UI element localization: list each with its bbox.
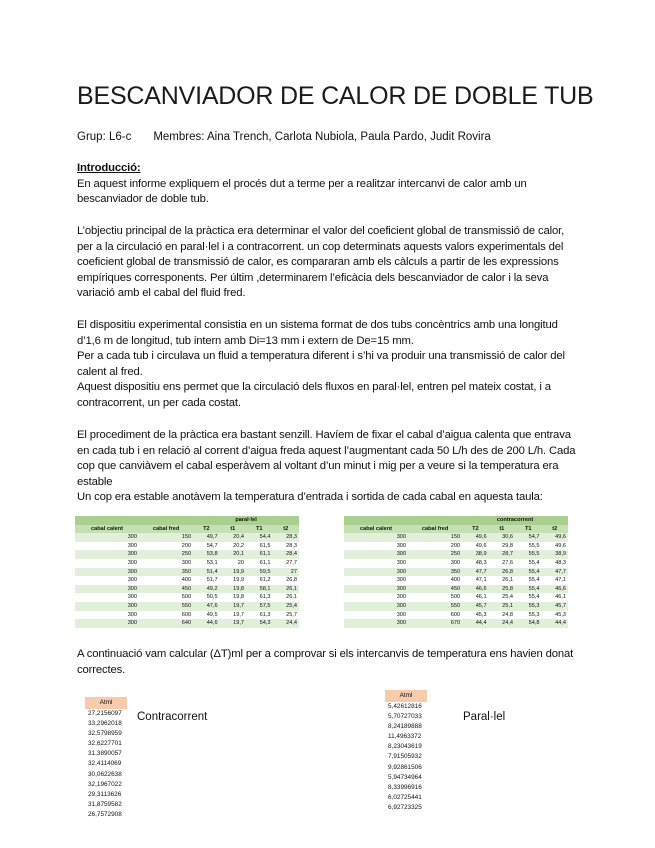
list-item: [85, 800, 127, 810]
table-cell: 450: [408, 585, 462, 594]
table-cell: 45,3: [555, 611, 566, 618]
table-cell: 250: [408, 550, 462, 559]
table-cell: 27: [272, 568, 299, 577]
table-cell: 25,1: [489, 602, 515, 611]
table-cell: 47,7: [541, 568, 568, 577]
atml-value: 7,91505932: [388, 753, 422, 761]
column-header: t2: [541, 525, 568, 534]
table-cell: 48,3: [475, 559, 487, 566]
atml-header: Atml: [385, 690, 427, 702]
paragraph-1: En aquest informe expliquem el procés dut a terme per a realitzar intercanvi de calor amb un bescanviador de doble tub.: [77, 177, 527, 206]
list-item: [385, 763, 427, 773]
table-cell: 300: [450, 559, 461, 566]
table-cell: 300: [344, 602, 408, 611]
list-item: [385, 752, 427, 762]
table-cell: 25,4: [502, 594, 514, 601]
list-item: [85, 709, 127, 719]
atml-value: 9,92861506: [388, 763, 422, 771]
table-row: [75, 568, 299, 577]
table-cell: 300: [127, 594, 138, 601]
table-cell: 550: [139, 602, 193, 611]
column-header: cabal fred: [408, 525, 462, 534]
list-item: [385, 712, 427, 722]
table-cell: 49,5: [206, 611, 218, 618]
list-item: [385, 803, 427, 813]
atml-value: 5,94734964: [388, 773, 422, 781]
table-cell: 47,1: [475, 577, 487, 584]
table-cell: 500: [450, 594, 461, 601]
table-cell: 24,4: [489, 619, 515, 628]
table-cell: 28,4: [272, 550, 299, 559]
column-header: cabal fred: [139, 525, 193, 534]
table-row: [75, 533, 299, 542]
paragraph-6: El procediment de la pràctica era bastant senzill. Havíem de fixar el cabal d’aigua calenta que entrava en cada tub i en relació al corrent d’aigua freda aquest l’augmentant cada 50 L/h des de 200 L/h. Cada cop que canviàvem el cabal esperàvem al voltant d’un minut i mig per a veure si la temperatura era estable: [77, 429, 576, 488]
table-cell: 300: [181, 559, 192, 566]
table-cell: 54,7: [515, 533, 541, 542]
atml-value: 5,70727033: [388, 713, 422, 721]
table-cell: 26,1: [286, 594, 297, 601]
table-cell: 61,3: [259, 594, 271, 601]
table-cell: 49,2: [193, 585, 219, 594]
table-cell: 28,7: [489, 550, 515, 559]
table-spacer: [75, 516, 139, 525]
table-cell: 20,1: [220, 550, 246, 559]
paragraph-5: Aquest dispositiu ens permet que la circulació dels fluxos en paral·lel, entren pel mateix costat, i a contracorrent, un per cada costat.: [77, 381, 551, 409]
table-cell: 54,4: [246, 533, 272, 542]
parallel-table: [75, 516, 299, 628]
table-cell: 600: [181, 611, 192, 618]
table-cell: 59,5: [246, 568, 272, 577]
list-item: [85, 759, 127, 769]
atml-value: 11,4963372: [388, 733, 422, 741]
list-item: [385, 702, 427, 712]
table-cell: 300: [396, 611, 407, 618]
column-header: T1: [246, 525, 272, 534]
atml-value: 32,6227701: [88, 740, 122, 748]
atml-value: 33,2962018: [88, 720, 122, 728]
table-cell: 30,6: [489, 533, 515, 542]
table-cell: 300: [344, 533, 408, 542]
list-item: [85, 729, 127, 739]
table-row: [344, 568, 568, 577]
table-cell: 300: [396, 542, 407, 549]
paragraph-7: Un cop era estable anotàvem la temperatura d’entrada i sortida de cada cabal en aquesta taula:: [77, 491, 543, 504]
list-item: [385, 742, 427, 752]
atml-value: 8,23043619: [388, 743, 422, 751]
table-cell: 19,7: [233, 611, 245, 618]
table-row: [75, 593, 299, 602]
table-cell: 61,3: [259, 611, 271, 618]
table-cell: 150: [408, 533, 462, 542]
list-item: [85, 770, 127, 780]
table-cell: 250: [139, 550, 193, 559]
list-item: [85, 749, 127, 759]
table-cell: 26,1: [272, 585, 299, 594]
table-cell: 150: [139, 533, 193, 542]
list-item: [385, 732, 427, 742]
table-cell: 300: [75, 585, 139, 594]
objective-section: [77, 224, 582, 302]
table-row: [75, 576, 299, 585]
table-cell: 61,1: [246, 550, 272, 559]
table-cell: 29,8: [502, 542, 514, 549]
table-row: [75, 559, 299, 568]
table-cell: 54,8: [515, 619, 541, 628]
table-group-label: contracorrent: [462, 516, 568, 525]
table-row: [344, 542, 568, 551]
atml-value: 26,7572908: [88, 810, 122, 818]
table-cell: 500: [181, 594, 192, 601]
table-cell: 27,7: [286, 559, 297, 566]
parallel-label: Paral·lel: [463, 711, 506, 723]
atml-value: 31,3890057: [88, 750, 122, 758]
table-row: [344, 550, 568, 559]
table-cell: 44,4: [462, 619, 488, 628]
column-header: T2: [193, 525, 219, 534]
list-item: [85, 780, 127, 790]
table-cell: 19,8: [233, 594, 245, 601]
atml-value: 29,3113626: [88, 790, 122, 798]
column-header: T2: [462, 525, 488, 534]
table-row: [75, 542, 299, 551]
table-cell: 400: [450, 577, 461, 584]
table-cell: 55,5: [528, 542, 540, 549]
table-cell: 20,4: [220, 533, 246, 542]
table-spacer: [408, 516, 462, 525]
table-row: [75, 550, 299, 559]
table-row: [75, 585, 299, 594]
table-cell: 200: [181, 542, 192, 549]
table-cell: 49,6: [475, 542, 487, 549]
list-item: [85, 719, 127, 729]
atml-value: 8,24189888: [388, 723, 422, 731]
table-cell: 54,3: [246, 619, 272, 628]
atml-value: 31,8759582: [88, 800, 122, 808]
table-cell: 19,9: [233, 577, 245, 584]
table-cell: 300: [344, 619, 408, 628]
table-row: [75, 602, 299, 611]
table-cell: 46,1: [555, 594, 566, 601]
table-cell: 45,7: [541, 602, 568, 611]
list-item: [385, 773, 427, 783]
table-cell: 600: [450, 611, 461, 618]
intro-section: [77, 161, 582, 208]
atml-value: 32,5798959: [88, 730, 122, 738]
table-cell: 55,5: [515, 550, 541, 559]
members-label: Membres: Aina Trench, Carlota Nubiola, Paula Pardo, Judit Rovira: [153, 131, 491, 143]
table-cell: 20,2: [233, 542, 245, 549]
table-cell: 20: [237, 559, 245, 566]
table-cell: 300: [127, 577, 138, 584]
table-row: [344, 593, 568, 602]
table-cell: 51,7: [206, 577, 218, 584]
table-cell: 640: [139, 619, 193, 628]
group-label: Grup: L6-c: [77, 131, 132, 143]
table-cell: 300: [127, 542, 138, 549]
table-group-label: paral·lel: [193, 516, 299, 525]
table-cell: 26,8: [489, 568, 515, 577]
table-cell: 61,5: [259, 542, 271, 549]
table-cell: 27,6: [502, 559, 514, 566]
table-cell: 300: [75, 533, 139, 542]
table-cell: 25,4: [272, 602, 299, 611]
table-cell: 49,6: [555, 542, 566, 549]
list-item: [385, 793, 427, 803]
counter-table: [344, 516, 568, 628]
atml-value: 6,92723325: [388, 803, 422, 811]
table-cell: 25,8: [489, 585, 515, 594]
table-cell: 55,3: [528, 611, 540, 618]
column-header: cabal calent: [344, 525, 408, 534]
table-row: [75, 611, 299, 620]
table-cell: 49,7: [193, 533, 219, 542]
table-cell: 19,8: [220, 585, 246, 594]
list-item: [85, 810, 127, 820]
table-spacer: [139, 516, 193, 525]
atml-value: 8,33996916: [388, 783, 422, 791]
table-cell: 61,2: [259, 577, 271, 584]
table-cell: 53,1: [206, 559, 218, 566]
table-cell: 200: [450, 542, 461, 549]
atml-header: Atml: [85, 697, 127, 709]
table-cell: 300: [127, 559, 138, 566]
table-cell: 350: [139, 568, 193, 577]
table-cell: 53,8: [193, 550, 219, 559]
paragraph-3: El dispositiu experimental consistia en un sistema format de dos tubs concèntrics amb una longitud d’1,6 m de longitud, tub intern amb Di=13 mm i extern de De=15 mm.: [77, 319, 558, 347]
table-cell: 45,3: [475, 611, 487, 618]
table-cell: 24,4: [272, 619, 299, 628]
atml-value: 30,0622638: [88, 770, 122, 778]
page-title: BESCANVIADOR DE CALOR DE DOBLE TUB: [77, 82, 594, 110]
table-cell: 55,4: [528, 594, 540, 601]
table-cell: 44,4: [541, 619, 568, 628]
table-cell: 55,4: [528, 559, 540, 566]
table-cell: 49,6: [462, 533, 488, 542]
table-row: [344, 585, 568, 594]
list-item: [85, 739, 127, 749]
table-cell: 300: [344, 550, 408, 559]
table-cell: 55,3: [515, 602, 541, 611]
table-cell: 57,5: [246, 602, 272, 611]
table-cell: 350: [408, 568, 462, 577]
table-cell: 300: [344, 568, 408, 577]
paragraph-8: A continuació vam calcular (ΔT)ml per a comprovar si els intercanvis de temperatura ens havien donat correctes.: [77, 648, 574, 676]
atml-value: 27,2156097: [88, 710, 122, 717]
table-cell: 450: [139, 585, 193, 594]
table-cell: 55,4: [528, 577, 540, 584]
table-cell: 46,6: [462, 585, 488, 594]
table-row: [344, 611, 568, 620]
table-cell: 50,5: [206, 594, 218, 601]
table-row: [344, 602, 568, 611]
column-header: t1: [220, 525, 246, 534]
atml-parallel-table: [385, 690, 427, 813]
device-section: [77, 318, 582, 412]
table-cell: 19,9: [220, 568, 246, 577]
table-cell: 48,3: [555, 559, 566, 566]
table-cell: 300: [75, 568, 139, 577]
atml-contracorrent-table: [85, 697, 127, 820]
atml-value: 32,4114069: [88, 760, 122, 768]
table-cell: 46,6: [541, 585, 568, 594]
table-cell: 19,7: [220, 602, 246, 611]
table-cell: 55,4: [515, 585, 541, 594]
contracorrent-label: Contracorrent: [137, 711, 208, 723]
table-cell: 47,6: [193, 602, 219, 611]
table-cell: 55,4: [515, 568, 541, 577]
table-cell: 670: [408, 619, 462, 628]
table-cell: 45,7: [462, 602, 488, 611]
table-cell: 300: [75, 550, 139, 559]
table-cell: 19,7: [220, 619, 246, 628]
list-item: [85, 790, 127, 800]
table-cell: 28,3: [286, 542, 297, 549]
atml-value: 32,1967022: [88, 780, 122, 788]
table-spacer: [344, 516, 408, 525]
table-cell: 61,1: [259, 559, 271, 566]
table-row: [75, 619, 299, 628]
table-cell: 26,8: [286, 577, 297, 584]
table-cell: 300: [396, 559, 407, 566]
table-row: [344, 576, 568, 585]
table-cell: 24,8: [502, 611, 514, 618]
table-cell: 300: [75, 619, 139, 628]
table-cell: 300: [396, 577, 407, 584]
table-row: [344, 619, 568, 628]
column-header: T1: [515, 525, 541, 534]
table-cell: 38,9: [462, 550, 488, 559]
table-cell: 54,7: [206, 542, 218, 549]
paragraph-2: L’objectiu principal de la pràctica era determinar el valor del coeficient global de transmissió de calor, per a la circulació en paral·lel i a contracorrent. un cop determinats aquests valors experimentals del coeficient global de transmissió de calor, es compararan amb els càlculs a partir de les expressions empíriques corresponents. Per últim ,determinarem l’eficàcia dels bescanviador de calor i la seva variació amb el cabal del fluid fred.: [77, 225, 565, 300]
table-cell: 28,3: [272, 533, 299, 542]
table-cell: 47,7: [462, 568, 488, 577]
atml-value: 6,02725441: [388, 793, 422, 801]
table-cell: 51,4: [193, 568, 219, 577]
table-cell: 58,1: [246, 585, 272, 594]
table-cell: 550: [408, 602, 462, 611]
procedure-section: [77, 428, 582, 506]
group-line: [77, 131, 491, 143]
delta-t-section: [77, 647, 582, 678]
table-row: [344, 559, 568, 568]
table-cell: 26,1: [502, 577, 514, 584]
table-cell: 300: [127, 611, 138, 618]
table-cell: 400: [181, 577, 192, 584]
paragraph-4: Per a cada tub i circulava un fluid a temperatura diferent i s’hi va produir una transmissió de calor del calent al fred.: [77, 350, 565, 378]
intro-heading: Introducció:: [77, 162, 141, 174]
table-cell: 300: [344, 585, 408, 594]
column-header: t2: [272, 525, 299, 534]
list-item: [385, 722, 427, 732]
table-cell: 46,1: [475, 594, 487, 601]
column-header: t1: [489, 525, 515, 534]
atml-value: 5,42612816: [388, 703, 422, 710]
table-cell: 44,6: [193, 619, 219, 628]
table-cell: 49,6: [541, 533, 568, 542]
column-header: cabal calent: [75, 525, 139, 534]
table-cell: 47,1: [555, 577, 566, 584]
table-cell: 300: [75, 602, 139, 611]
table-cell: 25,7: [286, 611, 297, 618]
table-row: [344, 533, 568, 542]
table-cell: 38,9: [541, 550, 568, 559]
table-cell: 300: [396, 594, 407, 601]
list-item: [385, 783, 427, 793]
